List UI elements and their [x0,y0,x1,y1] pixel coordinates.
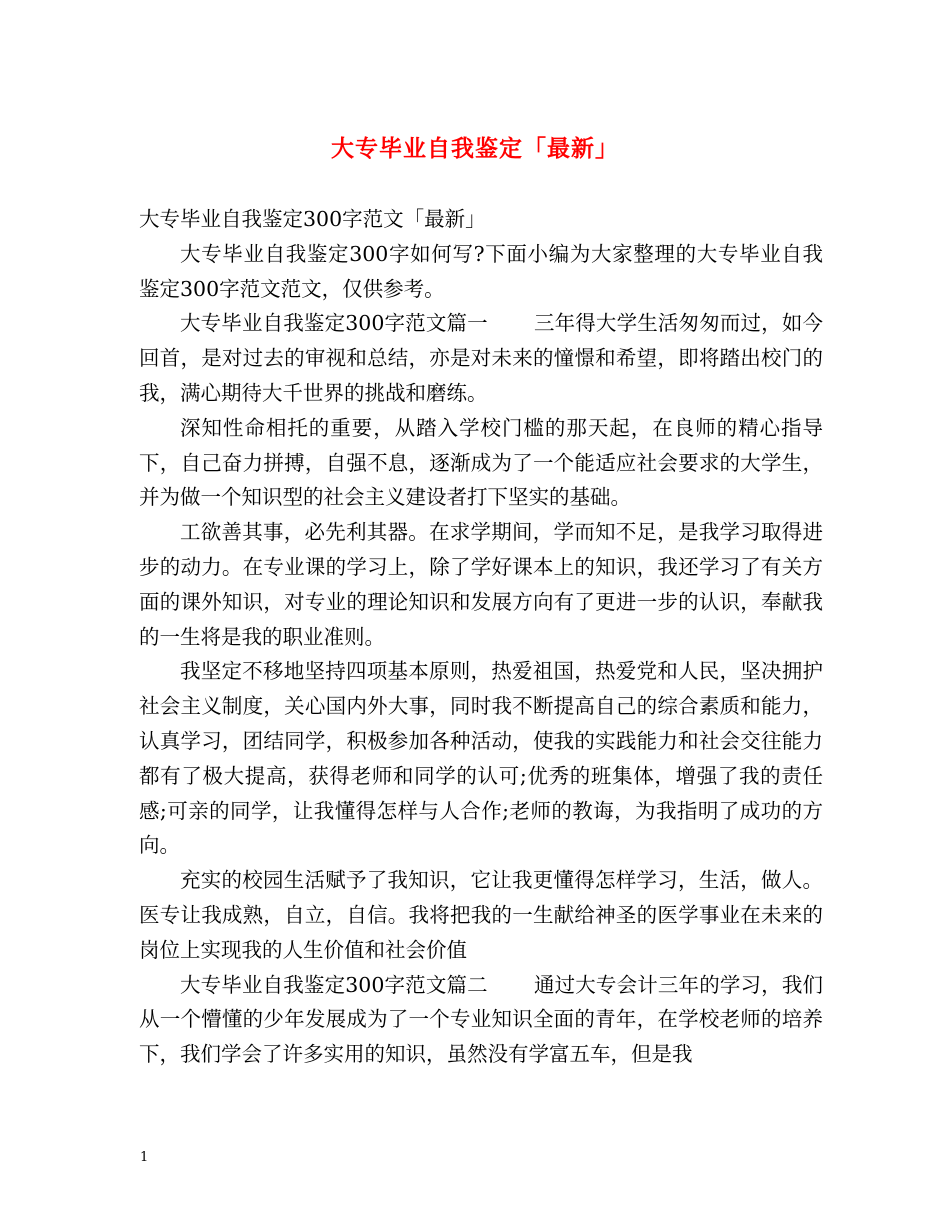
body-paragraph: 工欲善其事，必先利其器。在求学期间，学而知不足，是我学习取得进步的动力。在专业课的学习上，除了学好课本上的知识，我还学习了有关方面的课外知识，对专业的理论知识和发展方向有了更进一步的认识，奉献我的一生将是我的职业准则。 [139,520,823,649]
part2-paragraph [139,968,823,1072]
part1-paragraph [139,306,823,410]
part2-heading: 大专毕业自我鉴定300字范文篇二 [180,972,488,997]
document-subtitle: 大专毕业自我鉴定300字范文「最新」 [139,207,486,231]
body-paragraph: 深知性命相托的重要，从踏入学校门槛的那天起，在良师的精心指导下，自己奋力拼搏，自强不息，逐渐成为了一个能适应社会要求的大学生，并为做一个知识型的社会主义建设者打下坚实的基础。 [139,415,823,510]
body-paragraph: 充实的校园生活赋予了我知识，它让我更懂得怎样学习，生活，做人。医专让我成熟，自立，自信。我将把我的一生献给神圣的医学事业在未来的岗位上实现我的人生价值和社会价值 [139,868,823,962]
page-number: 1 [140,1150,149,1165]
document-title: 大专毕业自我鉴定「最新」 [331,135,619,162]
part1-heading: 大专毕业自我鉴定300字范文篇一 [180,311,488,336]
body-paragraph: 我坚定不移地坚持四项基本原则，热爱祖国，热爱党和人民，坚决拥护社会主义制度，关心国内外大事，同时我不断提高自己的综合素质和能力，认真学习，团结同学，积极参加各种活动，使我的实践能力和社会交往能力都有了极大提高，获得老师和同学的认可;优秀的班集体，增强了我的责任感;可亲的同学，让我懂得怎样与人合作;老师的教诲，为我指明了成功的方向。 [139,659,823,858]
part2-text: 通过大专会计三年的学习，我们从一个懵懂的少年发展成为了一个专业知识全面的青年，在学校老师的培养下，我们学会了许多实用的知识，虽然没有学富五车，但是我 [139,972,823,1067]
document-body [139,202,823,1072]
part1-text: 三年得大学生活匆匆而过，如今回首，是对过去的审视和总结，亦是对未来的憧憬和希望，即将踏出校门的我，满心期待大千世界的挑战和磨练。 [139,311,823,405]
intro-paragraph: 大专毕业自我鉴定300字如何写?下面小编为大家整理的大专毕业自我鉴定300字范文范文，仅供参考。 [139,241,823,301]
